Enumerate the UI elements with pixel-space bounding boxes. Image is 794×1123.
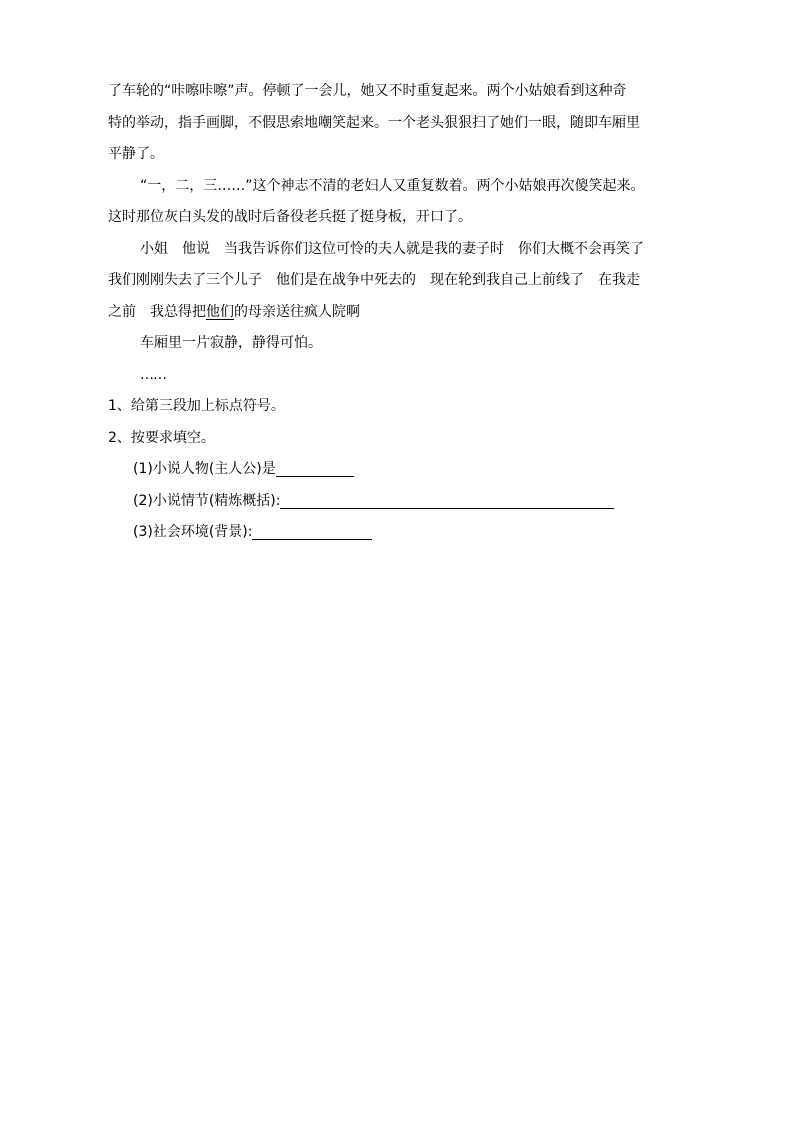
paragraph-1-line-1: 了车轮的“咔嚓咔嚓”声。停顿了一会儿，她又不时重复起来。两个小姑娘看到这种奇 (108, 83, 627, 99)
paragraph-3-text-before: 之前 我总得把 (108, 303, 206, 320)
question-2-item-1 (108, 454, 726, 486)
question-2: 2、按要求填空。 (108, 429, 215, 446)
question-2-item-1-label: (1)小说人物(主人公)是 (133, 461, 276, 477)
underlined-word: 他们 (206, 303, 234, 320)
answer-blank-protagonist[interactable] (276, 460, 354, 477)
answer-blank-setting[interactable] (252, 523, 372, 540)
document-body (108, 76, 726, 549)
ellipsis-line: …… (140, 366, 166, 383)
question-2-item-2 (108, 486, 726, 518)
paragraph-2-line-2: 这时那位灰白头发的战时后备役老兵挺了挺身板，开口了。 (108, 209, 472, 225)
question-1: 1、给第三段加上标点符号。 (108, 398, 285, 414)
paragraph-1-line-3: 平静了。 (108, 146, 164, 162)
paragraph-2-line-1: “一，二，三……”这个神志不清的老妇人又重复数着。两个小姑娘再次傻笑起来。 (140, 177, 645, 194)
paragraph-3-line-1: 小姐 他说 当我告诉你们这位可怜的夫人就是我的妻子时 你们大概不会再笑了 (140, 240, 644, 257)
answer-blank-plot[interactable] (280, 492, 614, 509)
paragraph-4: 车厢里一片寂静，静得可怕。 (140, 335, 322, 351)
paragraph-3-text-after: 的母亲送往疯人院啊 (234, 303, 360, 320)
question-2-item-3 (108, 517, 726, 549)
paragraph-3-line-2: 我们刚刚失去了三个儿子 他们是在战争中死去的 现在轮到我自己上前线了 在我走 (108, 272, 640, 288)
question-2-item-2-label: (2)小说情节(精炼概括): (133, 492, 281, 509)
paragraph-1-line-2: 特的举动，指手画脚，不假思索地嘲笑起来。一个老头狠狠扫了她们一眼，随即车厢里 (108, 114, 640, 131)
paragraph-3-line-3 (108, 297, 726, 329)
question-2-item-3-label: (3)社会环境(背景): (133, 524, 253, 540)
